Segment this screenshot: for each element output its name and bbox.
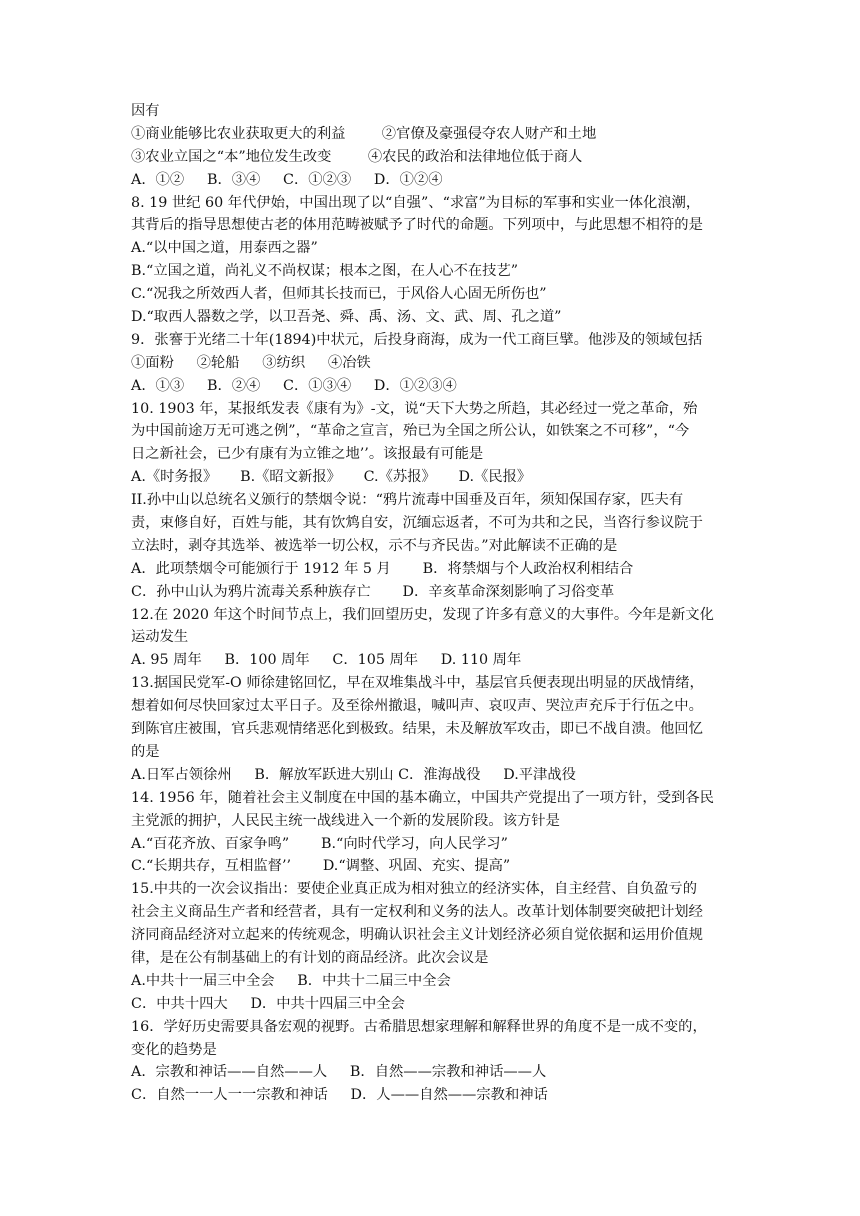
text-line: C．自然一一人一一宗教和神话 D．人——自然——宗教和神话	[131, 1087, 548, 1104]
text-line: 其背后的指导思想使古老的体用范畴被赋予了时代的命题。下列项中，与此思想不相符的是	[131, 217, 703, 234]
text-line: C.“况我之所效西人者，但师其长技而已，于风俗人心固无所伤也”	[131, 286, 547, 303]
text-line: 16．学好历史需要具备宏观的视野。古希腊思想家理解和解释世界的角度不是一成不变的，	[131, 1018, 707, 1035]
text-line: A．①② B．③④ C．①②③ D．①②④	[131, 171, 443, 188]
text-line: C．孙中山认为鸦片流毒关系种族存亡 D．辛亥革命深刻影响了习俗变革	[131, 583, 615, 600]
text-line: 社会主义商品生产者和经营者，具有一定权利和义务的法人。改革计划体制要突破把计划经	[131, 904, 703, 921]
text-line: C.“长期共存，互相监督’’ D.“调整、巩固、充实、提高”	[131, 858, 511, 875]
text-line: A.日军占领徐州 B．解放军跃进大别山 C．淮海战役 D.平津战役	[131, 766, 576, 783]
text-line: A．①③ B．②④ C．①③④ D．①②③④	[131, 377, 457, 394]
text-line: A.《时务报》 B.《昭文新报》 C.《苏报》 D.《民报》	[131, 469, 532, 486]
text-line: C．中共十四大 D．中共十四届三中全会	[131, 995, 405, 1012]
text-line: D.“取西人器数之学，以卫吾尧、舜、禹、汤、文、武、周、孔之道”	[131, 309, 562, 326]
text-line: 为中国前途万无可逃之例”，“革命之宣言，殆已为全国之所公认，如铁案之不可移”，“今	[131, 423, 690, 440]
text-line: A．此项禁烟令可能颁行于 1912 年 5 月 B．将禁烟与个人政治权利相结合	[131, 560, 634, 577]
text-line: 15.中共的一次会议指出：要使企业真正成为相对独立的经济实体，自主经营、自负盈亏的	[131, 881, 698, 898]
text-line: 变化的趋势是	[131, 1041, 217, 1058]
text-line: 运动发生	[131, 629, 189, 646]
text-line: A．宗教和神话——自然——人 B．自然——宗教和神话——人	[131, 1064, 547, 1081]
text-line: ③农业立国之“本”地位发生改变 ④农民的政治和法律地位低于商人	[131, 148, 583, 165]
text-line: ①商业能够比农业获取更大的利益 ②官僚及豪强侵夺农人财产和土地	[131, 125, 597, 142]
text-line: 的是	[131, 743, 160, 760]
text-line: 14. 1956 年，随着社会主义制度在中国的基本确立，中国共产党提出了一项方针，受到各民	[131, 789, 714, 806]
text-line: B.“立国之道，尚礼义不尚权谋；根本之图，在人心不在技艺”	[131, 263, 519, 280]
text-line: ①面粉 ②轮船 ③纺织 ④冶铁	[131, 354, 371, 371]
text-line: 到陈官庄被围，官兵悲观情绪恶化到极致。结果，未及解放军攻击，即已不战自溃。他回忆	[131, 721, 703, 738]
text-line: 主党派的拥护，人民民主统一战线进入一个新的发展阶段。该方针是	[131, 812, 560, 829]
exam-page	[131, 100, 731, 1107]
text-line: II.孙中山以总统名义颁行的禁烟令说：“鸦片流毒中国垂及百年，须知保国存家，匹夫有	[131, 492, 684, 509]
text-line: 日之新社会，已少有康有为立锥之地’’。该报最有可能是	[131, 446, 484, 463]
text-line: 10. 1903 年，某报纸发表《康有为》-文，说“天下大势之所趋，其必经过一党之革命，殆	[131, 400, 698, 417]
text-line: 律，是在公有制基础上的有计划的商品经济。此次会议是	[131, 949, 489, 966]
text-line: A.“百花齐放、百家争鸣” B.“向时代学习，向人民学习”	[131, 835, 508, 852]
text-line: 13.据国民党军-O 师徐建铭回忆，早在双堆集战斗中，基层官兵便表现出明显的厌战情绪，	[131, 675, 704, 692]
text-line: 12.在 2020 年这个时间节点上，我们回望历史，发现了许多有意义的大事件。今年是新文化	[131, 606, 714, 623]
text-line: 想着如何尽快回家过太平日子。及至徐州撤退，喊叫声、哀叹声、哭泣声充斥于行伍之中。	[131, 698, 703, 715]
text-line: 责，束修自好，百姓与能，其有饮鸩自安，沉缅忘返者，不可为共和之民，当咨行参议院于	[131, 515, 703, 532]
text-line: 立法时，剥夺其选举、被选举一切公权，示不与齐民齿。”对此解读不正确的是	[131, 537, 618, 554]
text-line: 8. 19 世纪 60 年代伊始，中国出现了以“自强”、“求富”为目标的军事和实业一体化浪潮，	[131, 194, 701, 211]
text-line: A.“以中国之道，用泰西之器”	[131, 240, 318, 257]
text-line: A. 95 周年 B．100 周年 C．105 周年 D. 110 周年	[131, 652, 522, 669]
text-line: 济同商品经济对立起来的传统观念，明确认识社会主义计划经济必须自觉依据和运用价值规	[131, 927, 703, 944]
text-line: 9．张謇于光绪二十年(1894)中状元，后投身商海，成为一代工商巨擘。他涉及的领域包括	[131, 331, 703, 348]
text-line: A.中共十一届三中全会 B．中共十二届三中全会	[131, 972, 451, 989]
text-line: 因有	[131, 103, 160, 119]
